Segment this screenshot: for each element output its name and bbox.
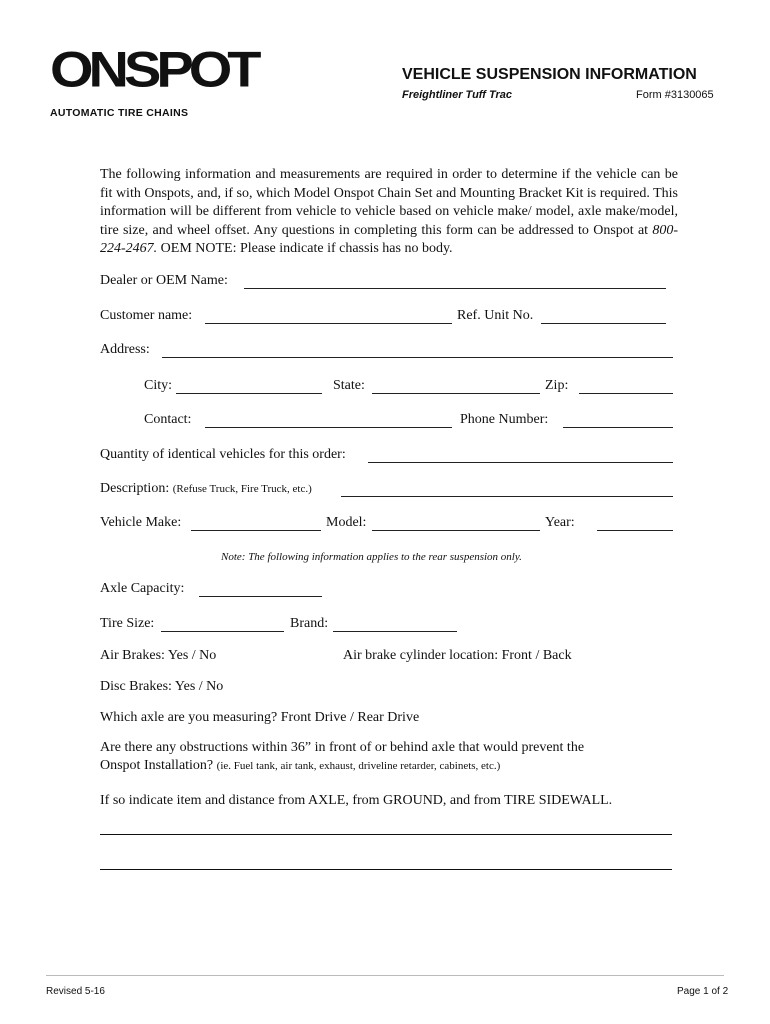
- answer-line-2[interactable]: [100, 869, 672, 870]
- contact-line[interactable]: [205, 427, 452, 428]
- zip-line[interactable]: [579, 393, 673, 394]
- form-title: VEHICLE SUSPENSION INFORMATION: [402, 66, 697, 83]
- logo-tagline: AUTOMATIC TIRE CHAINS: [50, 107, 189, 119]
- description-label-row: [100, 480, 312, 498]
- year-line[interactable]: [597, 530, 673, 531]
- city-label: City:: [144, 378, 173, 393]
- brand-label: Brand:: [290, 616, 329, 631]
- tire-size-label: Tire Size:: [100, 616, 155, 631]
- air-brakes-question[interactable]: Air Brakes: Yes / No: [100, 648, 217, 663]
- contact-label: Contact:: [144, 412, 192, 427]
- zip-label: Zip:: [545, 378, 569, 393]
- model-label: Model:: [326, 515, 367, 530]
- axle-measuring-question[interactable]: Which axle are you measuring? Front Drive / Rear Drive: [100, 710, 420, 725]
- disc-brakes-question[interactable]: Disc Brakes: Yes / No: [100, 679, 224, 694]
- quantity-line[interactable]: [368, 462, 673, 463]
- axle-capacity-line[interactable]: [199, 596, 322, 597]
- address-line[interactable]: [162, 357, 673, 358]
- phone-label: Phone Number:: [460, 412, 549, 427]
- make-label: Vehicle Make:: [100, 515, 182, 530]
- obstructions-question-line2: [100, 757, 500, 775]
- air-brake-cylinder-question[interactable]: Air brake cylinder location: Front / Back: [343, 648, 572, 663]
- intro-oem-note: OEM NOTE: Please indicate if chassis has no body.: [157, 241, 453, 256]
- state-line[interactable]: [372, 393, 540, 394]
- ref-unit-label: Ref. Unit No.: [457, 308, 534, 323]
- description-hint: (Refuse Truck, Fire Truck, etc.): [172, 483, 312, 495]
- quantity-label: Quantity of identical vehicles for this order:: [100, 447, 346, 462]
- obstructions-label: Onspot Installation?: [100, 758, 214, 773]
- footer-divider: [46, 975, 724, 976]
- intro-paragraph: [100, 166, 678, 259]
- ref-unit-line[interactable]: [541, 323, 666, 324]
- axle-capacity-label: Axle Capacity:: [100, 581, 185, 596]
- onspot-logo: ONSPOT: [50, 40, 257, 98]
- form-number: Form #3130065: [636, 89, 714, 101]
- tire-size-line[interactable]: [161, 631, 284, 632]
- form-subtitle: Freightliner Tuff Trac: [402, 89, 513, 101]
- revision-date: Revised 5-16: [46, 986, 105, 997]
- rear-suspension-note: Note: The following information applies to the rear suspension only.: [221, 551, 522, 563]
- address-label: Address:: [100, 342, 150, 357]
- customer-name-line[interactable]: [205, 323, 452, 324]
- answer-line-1[interactable]: [100, 834, 672, 835]
- dealer-name-line[interactable]: [244, 288, 666, 289]
- obstructions-question-line1: Are there any obstructions within 36” in front of or behind axle that would prevent the: [100, 740, 585, 755]
- make-line[interactable]: [191, 530, 321, 531]
- page-indicator: Page 1 of 2: [677, 986, 729, 997]
- year-label: Year:: [545, 515, 575, 530]
- brand-line[interactable]: [333, 631, 457, 632]
- phone-number-text: 800-224-2467.: [100, 222, 678, 256]
- indicate-distances-label: If so indicate item and distance from AXLE, from GROUND, and from TIRE SIDEWALL.: [100, 793, 613, 808]
- dealer-label: Dealer or OEM Name:: [100, 273, 228, 288]
- city-line[interactable]: [176, 393, 322, 394]
- description-label: Description:: [100, 481, 170, 496]
- phone-line[interactable]: [563, 427, 673, 428]
- description-line[interactable]: [341, 496, 673, 497]
- model-line[interactable]: [372, 530, 540, 531]
- state-label: State:: [333, 378, 365, 393]
- intro-text: The following information and measurements are required in order to determine if the vehicle can be fit with Onspots, and, if so, which Model Onspot Chain Set and Mounting Bracket Kit is required. This information will be different from vehicle to vehicle based on vehicle make/ model, axle make/model, tire size, and wheel offset. Any questions in completing this form can be addressed to Onspot at: [100, 167, 678, 238]
- customer-label: Customer name:: [100, 308, 193, 323]
- obstructions-hint: (ie. Fuel tank, air tank, exhaust, driveline retarder, cabinets, etc.): [216, 760, 501, 772]
